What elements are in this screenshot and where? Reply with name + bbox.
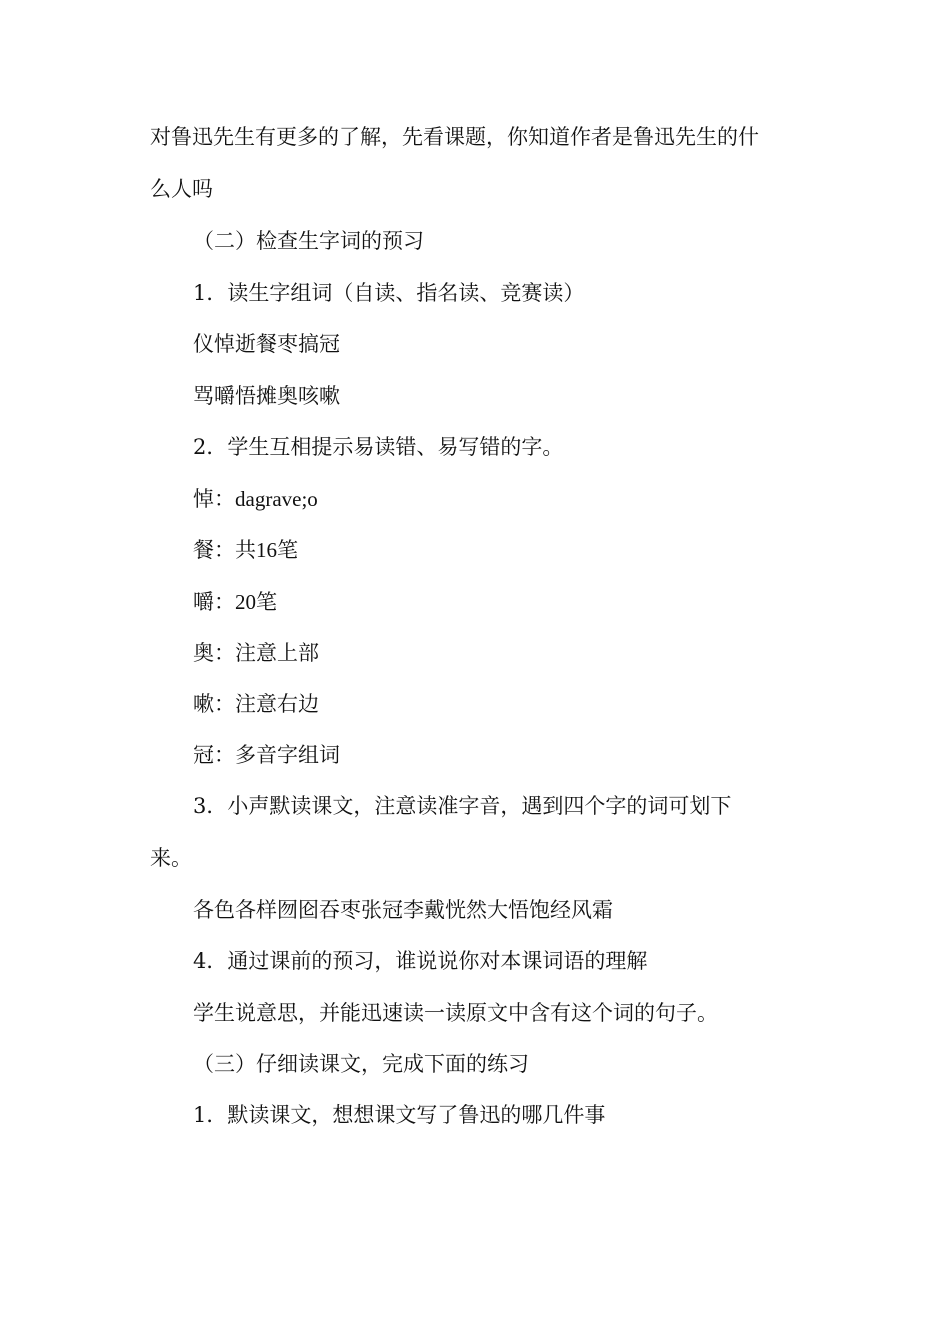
note-sou: 嗽：注意右边 — [193, 692, 319, 716]
step-4-heading: 4．通过课前的预习，谁说说你对本课词语的理解 — [193, 949, 648, 973]
idiom-list: 各色各样囫囵吞枣张冠李戴恍然大悟饱经风霜 — [193, 898, 613, 922]
exercise-1-heading: 1．默读课文，想想课文写了鲁迅的哪几件事 — [193, 1103, 606, 1127]
step-3-heading-1: 3．小声默读课文，注意读准字音，遇到四个字的词可划下 — [193, 794, 732, 818]
text-line-intro-2: 么人吗 — [150, 177, 213, 201]
character-list-2: 骂嚼悟摊奥咳嗽 — [193, 384, 340, 408]
note-ao: 奥：注意上部 — [193, 641, 319, 665]
step-1-heading: 1．读生字组词（自读、指名读、竞赛读） — [193, 281, 585, 305]
character-list-1: 仪悼逝餐枣搞冠 — [193, 332, 340, 356]
section-heading-2: （二）检查生字词的预习 — [193, 229, 424, 253]
text-line-intro-1: 对鲁迅先生有更多的了解，先看课题，你知道作者是鲁迅先生的什 — [150, 125, 759, 149]
note-jue: 嚼：20笔 — [193, 590, 277, 614]
section-heading-3: （三）仔细读课文，完成下面的练习 — [193, 1052, 529, 1076]
step-4-description: 学生说意思，并能迅速读一读原文中含有这个词的句子。 — [193, 1001, 718, 1025]
note-dao: 悼：dagrave;o — [193, 487, 318, 511]
note-can: 餐：共16笔 — [193, 538, 298, 562]
step-3-heading-2: 来。 — [150, 846, 192, 870]
note-guan: 冠：多音字组词 — [193, 743, 340, 767]
step-2-heading: 2．学生互相提示易读错、易写错的字。 — [193, 435, 564, 459]
